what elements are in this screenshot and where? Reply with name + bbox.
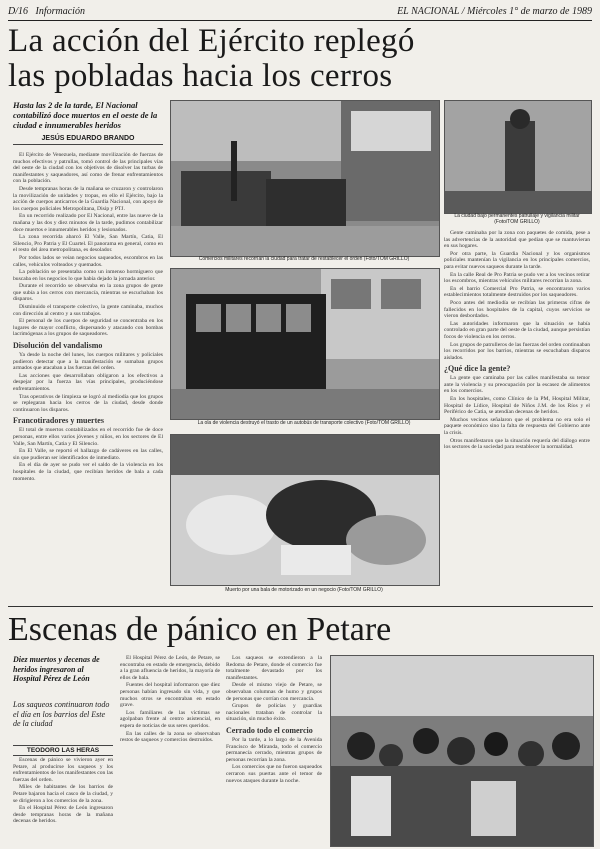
page-section: D/16 Información: [8, 6, 85, 17]
photo-crowd-petare: [330, 655, 594, 847]
story1-kicker: Hasta las 2 de la tarde, El Nacional contabilizó doce muertos en el oeste de la ciudad e innumerables heridos: [13, 100, 158, 130]
paragraph: En los hospitales, como Clínico de la PM, Hospital Militar, Hospital de Lídice, Hospital de Niños J.M. de los Ríos y el Periférico de Catia, se atendían decenas de heridos.: [444, 396, 590, 416]
paragraph: Tras operativos de limpieza se logró al mediodía que los grupos se replegaran hacia los cerros de la ciudad, desde donde continuaron los disparos.: [13, 393, 163, 413]
paragraph: Los grupos de patrulleros de las fuerzas del orden continuaban los recorridos por los barrios, mientras se escuchaban disparos aislados.: [444, 341, 590, 361]
photo2-caption: La ciudad bajo permanentes patrullaje y vigilancia militar (Foto/TOM GRILLO): [454, 213, 580, 225]
paragraph: Las acciones que desarrollaban obligaron a los efectivos a despejar por la fuerza las vías principales, produciéndose enfrentamientos.: [13, 372, 163, 392]
photo-store-interior: [170, 434, 440, 586]
paragraph: El total de muertos contabilizados en el recorrido fue de doce personas, entre ellos varios jóvenes y niños, en los sectores de El Valle, San Martín, Catia y El Silencio.: [13, 427, 163, 447]
photo-soldier: [444, 100, 592, 214]
photo4-caption: Muerto por una bala de motorizado en un negocio (Foto/TOM GRILLO): [225, 587, 383, 593]
paragraph: Ya desde la noche del lunes, los cuerpos militares y policiales pudieron detectar que a la manifestación se sumaban grupos armados que atacaban a las fuerzas del orden.: [13, 352, 163, 372]
paragraph: Escenas de pánico se vivieron ayer en Petare, al producirse los saqueos y los enfrentamientos de los manifestantes con las fuerzas del orden.: [13, 757, 113, 783]
paragraph: Por la tarde, a lo largo de la Avenida Francisco de Miranda, todo el comercio permanecía cerrado, mientras grupos de personas recorrían la zona.: [226, 736, 322, 763]
photo1-caption: Comercios militares recorrían la ciudad para tratar de restablecer el orden (Foto/TOM GRILLO): [198, 256, 410, 262]
story2-column-1: [13, 757, 113, 847]
paragraph: Poco antes del mediodía se recibían las primeras cifras de fallecidos en los hospitales de la capital, cuyos servicios se vieron desbordados.: [444, 299, 590, 320]
paragraph: En el día de ayer se pudo ver el saldo de la violencia en los hospitales de la ciudad, que recibían heridos de bala a cada momento.: [13, 462, 163, 482]
page-header: [8, 6, 592, 21]
story2-column-3: [226, 655, 322, 847]
paragraph: Fuentes del hospital informaron que diez personas habían ingresado sin vida, y que muchos otros se encontraban en estado grave.: [120, 682, 220, 709]
paragraph: Por todos lados se veían negocios saqueados, escombros en las calles, vehículos volteados y quemados.: [13, 254, 163, 268]
paragraph: Las autoridades informaron que la situación se había controlado en gran parte del oeste de la ciudad, aunque persistían focos de violencia en los cerros.: [444, 320, 590, 340]
story1-byline: JESÚS EDUARDO BRANDO: [13, 135, 163, 145]
paragraph: Por otra parte, la Guardia Nacional y los organismos policiales mantenían la vigilancia en los principales comercios, para evitar nuevos saqueos durante la tarde.: [444, 250, 590, 270]
paragraph: Los saqueos se extendieron a la Redoma de Petare, donde el comercio fue totalmente devastado por los manifestantes.: [226, 655, 322, 681]
paragraph: Grupos de policías y guardias nacionales trataban de controlar la situación, sin mucho éxito.: [226, 703, 322, 723]
story2-kicker-2: Los saqueos continuaron todo el día en los barrios del Este de la ciudad: [13, 700, 110, 728]
photo-burned-bus: [170, 268, 440, 420]
subhead-que-dice-la-gente: ¿Qué dice la gente?: [444, 364, 511, 374]
subhead-vandalismo: Disolución del vandalismo: [13, 341, 103, 351]
paragraph: Desde tempranas horas de la mañana se cruzaron y controlaron la movilización de unidades y tropas, en ello el Ejército, bajo la acción de cuerpos anticarros de la Guardia Nacional, con apoyo de los cuerpos policiales Metropolitana, Disip y PTJ.: [13, 185, 163, 212]
paragraph: En la calle Real de Pro Patria se pudo ver a los vecinos retirar los escombros, mientras vehículos militares recorrían la zona.: [444, 271, 590, 285]
photo-armored-vehicles: [170, 100, 440, 257]
paragraph: En el barrio Comercial Pro Patria, se encontraron varios establecimientos totalmente destruidos por los saqueadores.: [444, 285, 590, 299]
paragraph: La gente que caminaba por las calles manifestaba su temor ante la violencia y su preocupación por la escasez de alimentos en los comercios.: [444, 375, 590, 395]
paragraph: Muchos vecinos señalaron que el problema no era solo el paquete económico sino la falta de respuesta del Gobierno ante la crisis.: [444, 416, 590, 437]
paragraph: En las calles de la zona se observaban restos de saqueos y comercios destruidos.: [120, 730, 220, 744]
story2-kicker: Diez muertos y decenas de heridos ingresaron al Hospital Pérez de León: [13, 655, 100, 683]
headline-petare: Escenas de pánico en Petare: [8, 611, 392, 648]
photo3-caption: La ola de violencia destruyó el trasto de un autobús de transporte colectivo (Foto/TOM GRILLO): [197, 420, 411, 426]
story2-byline: TEODORO LAS HERAS: [13, 745, 113, 756]
subhead-cerrado-comercio: Cerrado todo el comercio: [226, 725, 313, 735]
paragraph: En El Valle, se reportó el hallazgo de cadáveres en las calles, sin que pudieran ser identificados de inmediato.: [13, 448, 163, 461]
paragraph: Disminuido el transporte colectivo, la gente caminaba, muchos con dirección al centro y a sus trabajos.: [13, 304, 163, 317]
paragraph: En un recorrido realizado por El Nacional, entre las nueve de la mañana y las dos y diez minutos de la tarde, pudimos contabilizar doce muertos e innumerables heridos y lesionados.: [13, 213, 163, 233]
story2-column-2: [120, 655, 220, 847]
paragraph: Gente caminaba por la zona con paquetes de comida, pese a las advertencias de la autoridad que pedían que se mantuvieran en sus hogares.: [444, 230, 590, 250]
section-divider: [8, 606, 593, 607]
headline-line-2: las pobladas hacia los cerros: [8, 58, 393, 94]
paragraph: En el Hospital Pérez de León ingresaron desde tempranas horas de la mañana decenas de heridos.: [13, 805, 113, 825]
paragraph: El personal de los cuerpos de seguridad se concentraba en los lugares de mayor conflicto, dispersando y atacando con bombas lacrimógenas a los grupos de saqueadores.: [13, 318, 163, 338]
story1-column-4: [444, 230, 590, 605]
paper-date: EL NACIONAL / Miércoles 1° de marzo de 1989: [397, 6, 592, 17]
paragraph: Los comercios que no fueron saqueados cerraron sus puertas ante el temor de nuevos ataques durante la noche.: [226, 764, 322, 784]
paragraph: Miles de habitantes de los barrios de Petare bajaron hacia el casco de la ciudad, y se dirigieron a los comercios de la zona.: [13, 784, 113, 804]
subhead-francotiradores: Francotiradores y muertes: [13, 416, 104, 426]
paragraph: Los familiares de las víctimas se agolpaban frente al centro asistencial, en espera de noticias de sus seres queridos.: [120, 709, 220, 729]
headline-line-1: La acción del Ejército replegó: [8, 23, 415, 59]
paragraph: Desde el mismo viejo de Petare, se observaban columnas de humo y grupos de personas que corrían con mercancía.: [226, 682, 322, 702]
paragraph: Otros manifestaron que la situación requería del diálogo entre los sectores de la sociedad para restablecer la normalidad.: [444, 437, 590, 451]
story1-column-1: [13, 152, 163, 607]
paragraph: La zona recorrida abarcó El Valle, San Martín, Catia, El Silencio, Pro Patria y El Cuartel. El panorama en general, como en el resto del área metropolitana, es desolador.: [13, 234, 163, 254]
paragraph: El Hospital Pérez de León, de Petare, se encontraba en estado de emergencia, debido a la gran afluencia de heridos, la mayoría de ellos de bala.: [120, 655, 220, 681]
paragraph: La población se presentaba como un inmenso hormiguero que buscaba en los negocios lo que había dejado la jornada anterior.: [13, 269, 163, 282]
paragraph: Durante el recorrido se observaba en la zona grupos de gente que subía a los cerros con mercancía, mientras se escuchaban los disparos.: [13, 283, 163, 303]
headline-main: [8, 24, 593, 94]
paragraph: El Ejército de Venezuela, mediante movilización de fuerzas de muchos efectivos y patrullas, tomó control de las principales vías del oeste de la ciudad con los objetivos de disolver las turbas de manifestantes y saqueadores, así como de frenar enfrentamientos con la población.: [13, 152, 163, 185]
